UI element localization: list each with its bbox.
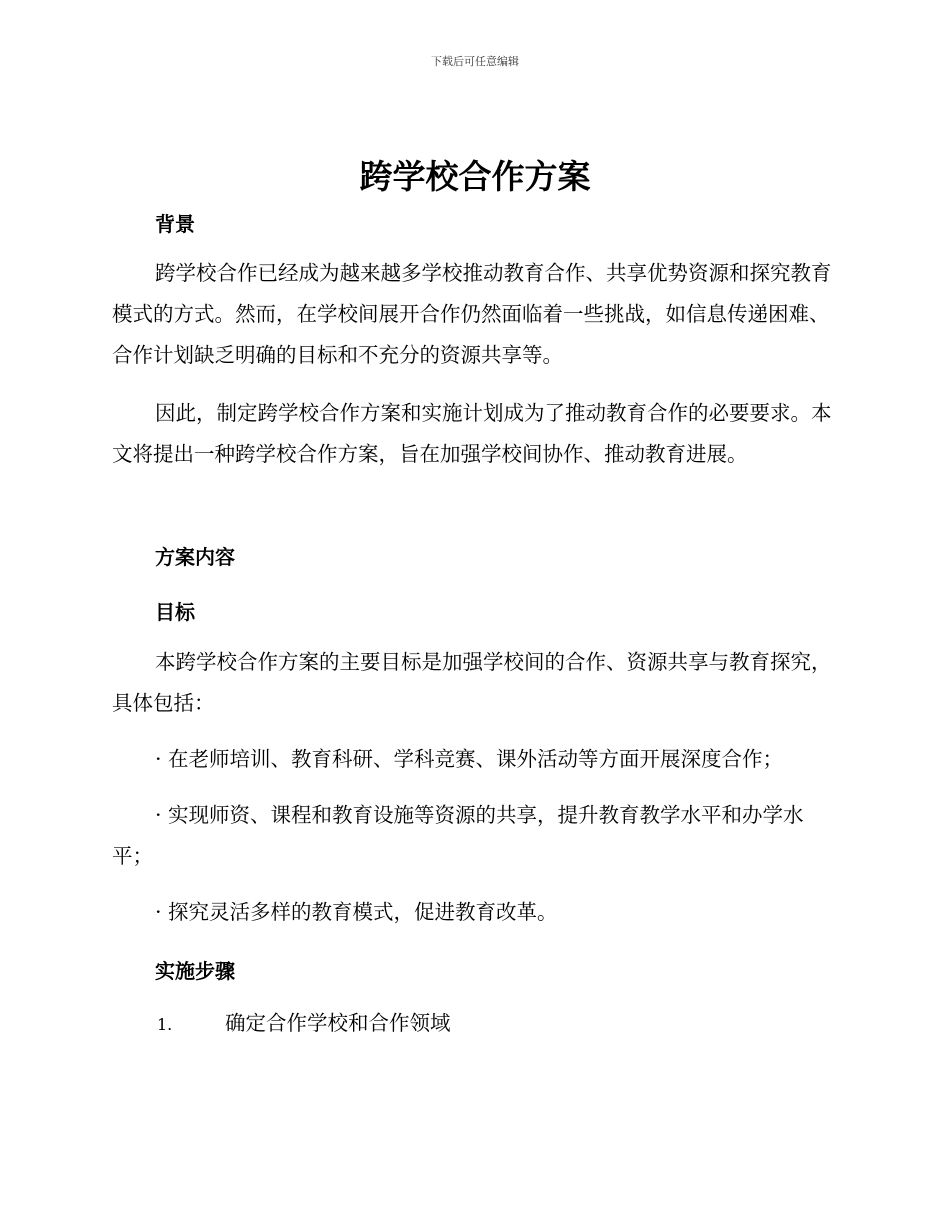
goal-intro-paragraph: 本跨学校合作方案的主要目标是加强学校间的合作、资源共享与教育探究，具体包括： (112, 650, 832, 715)
header-note: 下载后可任意编辑 (431, 55, 519, 68)
section-heading-steps: 实施步骤 (155, 959, 235, 983)
goal-bullet-item: · 探究灵活多样的教育模式，促进教育改革。 (155, 900, 558, 924)
section-heading-background: 背景 (155, 212, 195, 236)
goal-bullet-item: · 实现师资、课程和教育设施等资源的共享，提升教育教学水平和办学水平； (112, 803, 804, 868)
goal-bullet-item: · 在老师培训、教育科研、学科竞赛、课外活动等方面开展深度合作； (155, 747, 784, 771)
step-text: 确定合作学校和合作领域 (225, 1011, 451, 1035)
background-paragraph-2: 因此，制定跨学校合作方案和实施计划成为了推动教育合作的必要要求。本文将提出一种跨学校合作方案，旨在加强学校间协作、推动教育进展。 (112, 401, 832, 466)
step-number: 1. (157, 1015, 173, 1034)
section-heading-goal: 目标 (155, 600, 195, 624)
section-heading-plan: 方案内容 (155, 545, 235, 569)
document-title: 跨学校合作方案 (359, 157, 591, 196)
background-paragraph-1: 跨学校合作已经成为越来越多学校推动教育合作、共享优势资源和探究教育模式的方式。然而，在学校间展开合作仍然面临着一些挑战，如信息传递困难、合作计划缺乏明确的目标和不充分的资源共享等。 (112, 261, 832, 367)
step-item (157, 1008, 451, 1040)
